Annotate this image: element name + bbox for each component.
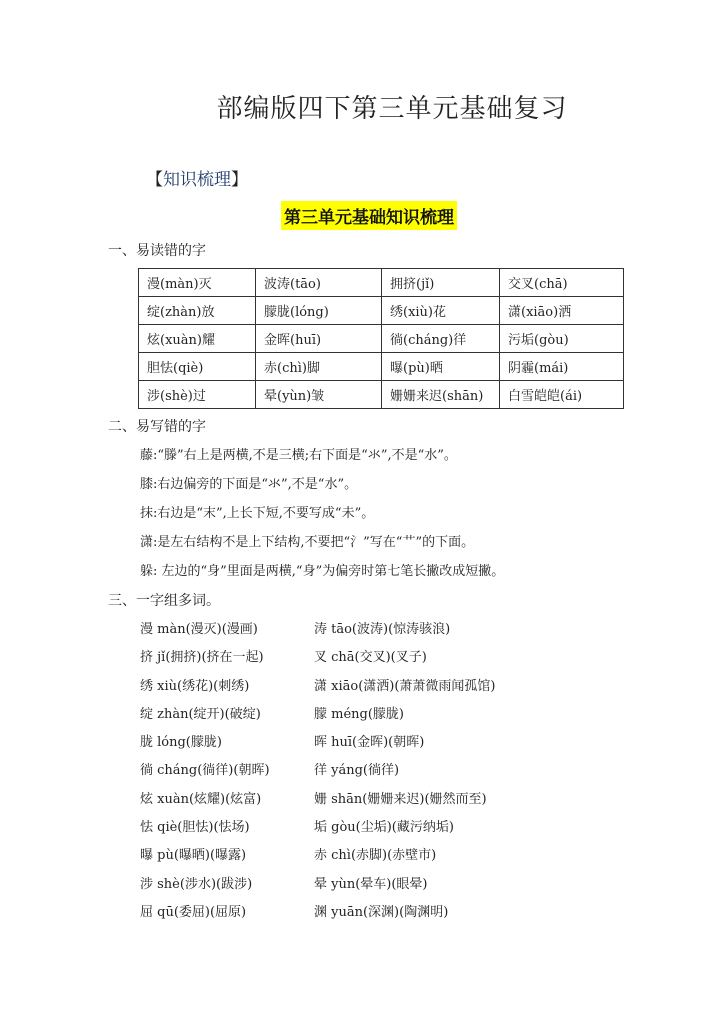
multi-word-right: 姗 shān(姗姗来迟)(姗然而至) [314,792,487,807]
table-cell: 潇(xiāo)洒 [500,297,624,325]
bracket-left: 【 [146,170,163,190]
multi-word-left: 炫 xuàn(炫耀)(炫富) [140,792,262,807]
section-1-heading: 一、易读错的字 [108,243,206,259]
table-cell: 姗姗来迟(shān) [382,381,500,409]
table-cell: 漫(màn)灭 [139,269,256,297]
knowledge-heading-text: 知识梳理 [163,170,231,190]
multi-word-left: 徜 cháng(徜徉)(朝晖) [140,763,270,778]
multi-word-left: 屈 qū(委屈)(屈原) [140,905,247,920]
section-2-heading: 二、易写错的字 [108,419,206,435]
table-row [139,325,624,353]
table-cell: 炫(xuàn)耀 [139,325,256,353]
rule-item: 抹:右边是“末”,上长下短,不要写成“未”。 [140,506,375,521]
multi-word-left: 曝 pù(曝晒)(曝露) [140,848,247,863]
rule-item: 藤:“滕”右上是两横,不是三横;右下面是“氺”,不是“水”。 [140,448,457,463]
table-cell: 涉(shè)过 [139,381,256,409]
table-cell: 徜(cháng)徉 [382,325,500,353]
multi-word-left: 绽 zhàn(绽开)(破绽) [140,707,261,722]
multi-word-right: 赤 chì(赤脚)(赤壁市) [314,848,437,863]
table-row [139,269,624,297]
multi-word-left: 怯 qiè(胆怯)(怯场) [140,820,250,835]
rule-item: 潇:是左右结构不是上下结构,不要把“氵”写在“艹”的下面。 [140,535,475,550]
table-cell: 波涛(tāo) [256,269,382,297]
table-cell: 曝(pù)晒 [382,353,500,381]
table-row [139,353,624,381]
table-row [139,297,624,325]
multi-word-right: 垢 gòu(尘垢)(藏污纳垢) [314,820,454,835]
table-cell: 朦胧(lóng) [256,297,382,325]
multi-word-right: 徉 yáng(徜徉) [314,763,400,778]
table-cell: 赤(chì)脚 [256,353,382,381]
multi-word-left: 涉 shè(涉水)(跋涉) [140,877,253,892]
multi-word-left: 胧 lóng(朦胧) [140,735,222,750]
rule-item: 膝:右边偏旁的下面是“氺”,不是“水”。 [140,477,358,492]
multi-word-right: 潇 xiāo(潇洒)(萧萧微雨闻孤馆) [314,679,496,694]
multi-word-left: 绣 xiù(绣花)(刺绣) [140,679,250,694]
multi-word-right: 涛 tāo(波涛)(惊涛骇浪) [314,622,451,637]
rule-item: 躲: 左边的“身”里面是两横,“身”为偏旁时第七笔长撇改成短撇。 [140,564,505,579]
table-cell: 白雪皑皑(ái) [500,381,624,409]
table-cell: 胆怯(qiè) [139,353,256,381]
table-cell: 金晖(huī) [256,325,382,353]
multi-word-left: 挤 jǐ(拥挤)(挤在一起) [140,650,264,665]
table-cell: 晕(yùn)皱 [256,381,382,409]
multi-word-right: 晕 yùn(晕车)(眼晕) [314,877,428,892]
table-cell: 污垢(gòu) [500,325,624,353]
multi-word-left: 漫 màn(漫灭)(漫画) [140,622,258,637]
multi-word-right: 叉 chā(交叉)(叉子) [314,650,427,665]
table-cell: 拥挤(jǐ) [382,269,500,297]
table-row [139,381,624,409]
word-table [138,268,624,409]
knowledge-heading [146,165,248,190]
table-cell: 绣(xiù)花 [382,297,500,325]
highlight-title: 第三单元基础知识梳理 [281,201,457,230]
section-3-heading: 三、一字组多词。 [108,593,220,609]
multi-word-right: 渊 yuān(深渊)(陶渊明) [314,905,449,920]
bracket-right: 】 [231,170,248,190]
multi-word-right: 朦 méng(朦胧) [314,707,404,722]
page-title: 部编版四下第三单元基础复习 [216,94,568,124]
table-cell: 阴霾(mái) [500,353,624,381]
table-cell: 绽(zhàn)放 [139,297,256,325]
table-cell: 交叉(chā) [500,269,624,297]
multi-word-right: 晖 huī(金晖)(朝晖) [314,735,425,750]
